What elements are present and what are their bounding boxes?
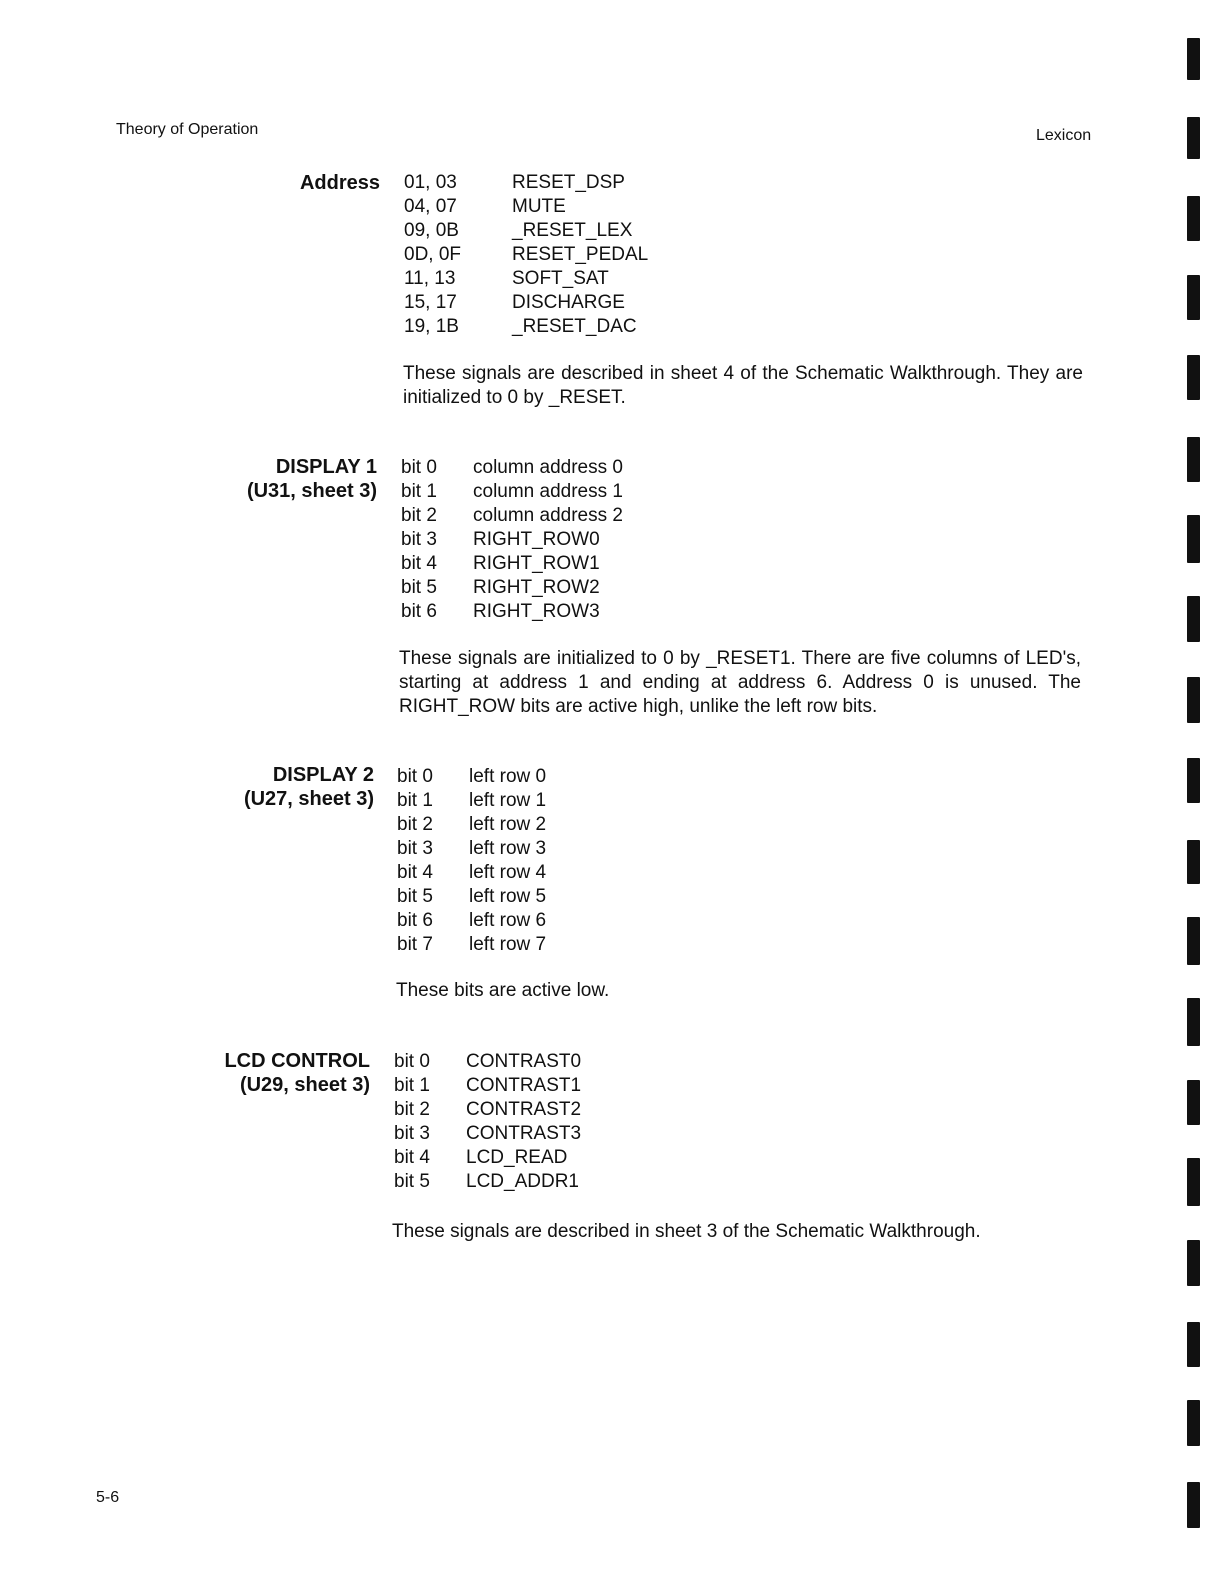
- row-name: _RESET_LEX: [512, 220, 633, 241]
- display2-note: These bits are active low.: [396, 980, 610, 1001]
- binding-mark: [1187, 917, 1200, 965]
- row-name: RIGHT_ROW2: [473, 577, 600, 598]
- table-row: [397, 765, 697, 789]
- table-row: [404, 195, 704, 219]
- table-row: [404, 219, 704, 243]
- row-name: RESET_DSP: [512, 172, 625, 193]
- binding-mark: [1187, 275, 1200, 320]
- binding-mark: [1187, 515, 1200, 563]
- row-code: 09, 0B: [404, 220, 459, 241]
- table-row: [397, 861, 697, 885]
- row-name: MUTE: [512, 196, 566, 217]
- binding-mark: [1187, 677, 1200, 723]
- row-code: bit 5: [394, 1171, 430, 1192]
- row-code: bit 3: [394, 1123, 430, 1144]
- section-address-label: [200, 171, 380, 195]
- row-name: left row 1: [469, 790, 547, 811]
- section-display2-label: [176, 763, 374, 811]
- binding-mark: [1187, 1158, 1200, 1206]
- row-code: 01, 03: [404, 172, 457, 193]
- row-code: bit 7: [397, 934, 433, 955]
- row-name: left row 3: [469, 838, 547, 859]
- row-code: bit 3: [397, 838, 433, 859]
- table-row: [397, 813, 697, 837]
- row-code: 0D, 0F: [404, 244, 462, 265]
- table-row: [401, 456, 701, 480]
- table-row: [394, 1122, 694, 1146]
- row-name: column address 1: [473, 481, 623, 502]
- row-name: column address 0: [473, 457, 623, 478]
- binding-mark: [1187, 758, 1200, 803]
- table-row: [397, 837, 697, 861]
- row-name: CONTRAST0: [466, 1051, 582, 1072]
- table-row: [401, 528, 701, 552]
- row-code: bit 4: [397, 862, 433, 883]
- table-row: [397, 909, 697, 933]
- table-row: [394, 1098, 694, 1122]
- row-name: _RESET_DAC: [512, 316, 637, 337]
- binding-mark: [1187, 1400, 1200, 1446]
- binding-mark: [1187, 1322, 1200, 1367]
- table-row: [394, 1170, 694, 1194]
- display1-table: [401, 456, 701, 624]
- section-label-line: DISPLAY 2: [272, 764, 374, 786]
- row-code: bit 2: [397, 814, 433, 835]
- binding-mark: [1187, 117, 1200, 159]
- table-row: [394, 1050, 694, 1074]
- display2-table: [397, 765, 697, 957]
- row-name: CONTRAST1: [466, 1075, 582, 1096]
- header-left: Theory of Operation: [116, 121, 259, 138]
- table-row: [401, 552, 701, 576]
- binding-mark: [1187, 38, 1200, 80]
- table-row: [397, 789, 697, 813]
- display1-note: These signals are initialized to 0 by _RESET1. There are five columns of LED's, starting at address 1 and ending at address 6. Address 0 is unused. The RIGHT_ROW bits are active high, unlike the left row bits.: [399, 648, 1081, 717]
- table-row: [401, 600, 701, 624]
- table-row: [404, 243, 704, 267]
- binding-mark: [1187, 1482, 1200, 1528]
- section-label-line: (U29, sheet 3): [239, 1074, 370, 1096]
- row-code: 11, 13: [404, 268, 456, 289]
- row-code: bit 5: [401, 577, 437, 598]
- table-row: [404, 291, 704, 315]
- lcd-control-table: [394, 1050, 694, 1194]
- binding-mark: [1187, 1240, 1200, 1286]
- address-note: These signals are described in sheet 4 of the Schematic Walkthrough. They are initialized to 0 by _RESET.: [403, 363, 1083, 408]
- row-name: LCD_READ: [466, 1147, 568, 1168]
- row-code: bit 1: [397, 790, 433, 811]
- section-display1-label: [180, 455, 377, 503]
- row-name: RIGHT_ROW3: [473, 601, 600, 622]
- binding-mark: [1187, 437, 1200, 482]
- row-name: SOFT_SAT: [512, 268, 609, 289]
- row-name: left row 2: [469, 814, 547, 835]
- lcd-control-note: These signals are described in sheet 3 of the Schematic Walkthrough.: [392, 1221, 981, 1242]
- header-right: Lexicon: [1036, 127, 1092, 144]
- table-row: [394, 1146, 694, 1170]
- row-code: bit 4: [394, 1147, 430, 1168]
- row-name: left row 6: [469, 910, 547, 931]
- row-code: bit 0: [401, 457, 437, 478]
- row-name: left row 7: [469, 934, 547, 955]
- section-label-line: Address: [299, 172, 380, 194]
- row-name: CONTRAST2: [466, 1099, 582, 1120]
- row-code: 19, 1B: [404, 316, 459, 337]
- binding-mark: [1187, 196, 1200, 241]
- table-row: [401, 504, 701, 528]
- section-label-line: (U27, sheet 3): [243, 788, 374, 810]
- row-code: bit 0: [397, 766, 433, 787]
- section-label-line: DISPLAY 1: [275, 456, 377, 478]
- row-code: bit 1: [401, 481, 437, 502]
- row-name: column address 2: [473, 505, 623, 526]
- row-code: bit 4: [401, 553, 437, 574]
- binding-mark: [1187, 998, 1200, 1046]
- row-name: left row 4: [469, 862, 547, 883]
- row-code: 15, 17: [404, 292, 457, 313]
- row-name: RIGHT_ROW1: [473, 553, 600, 574]
- row-code: 04, 07: [404, 196, 457, 217]
- row-name: RESET_PEDAL: [512, 244, 649, 265]
- table-row: [401, 576, 701, 600]
- row-name: left row 5: [469, 886, 547, 907]
- address-table: [404, 171, 704, 339]
- row-code: bit 6: [401, 601, 437, 622]
- table-row: [397, 885, 697, 909]
- table-row: [397, 933, 697, 957]
- section-label-line: LCD CONTROL: [224, 1050, 370, 1072]
- row-code: bit 2: [401, 505, 437, 526]
- row-name: CONTRAST3: [466, 1123, 582, 1144]
- table-row: [404, 315, 704, 339]
- table-row: [404, 171, 704, 195]
- binding-mark: [1187, 840, 1200, 884]
- row-code: bit 6: [397, 910, 433, 931]
- page-number: 5-6: [96, 1489, 120, 1506]
- row-code: bit 5: [397, 886, 433, 907]
- row-code: bit 2: [394, 1099, 430, 1120]
- row-name: DISCHARGE: [512, 292, 625, 313]
- row-name: LCD_ADDR1: [466, 1171, 579, 1192]
- row-code: bit 3: [401, 529, 437, 550]
- row-code: bit 1: [394, 1075, 430, 1096]
- binding-mark: [1187, 1080, 1200, 1125]
- row-name: RIGHT_ROW0: [473, 529, 600, 550]
- row-name: left row 0: [469, 766, 547, 787]
- binding-mark: [1187, 596, 1200, 642]
- row-code: bit 0: [394, 1051, 430, 1072]
- binding-mark: [1187, 355, 1200, 400]
- table-row: [401, 480, 701, 504]
- section-lcd-control-label: [160, 1049, 370, 1097]
- table-row: [404, 267, 704, 291]
- section-label-line: (U31, sheet 3): [246, 480, 377, 502]
- table-row: [394, 1074, 694, 1098]
